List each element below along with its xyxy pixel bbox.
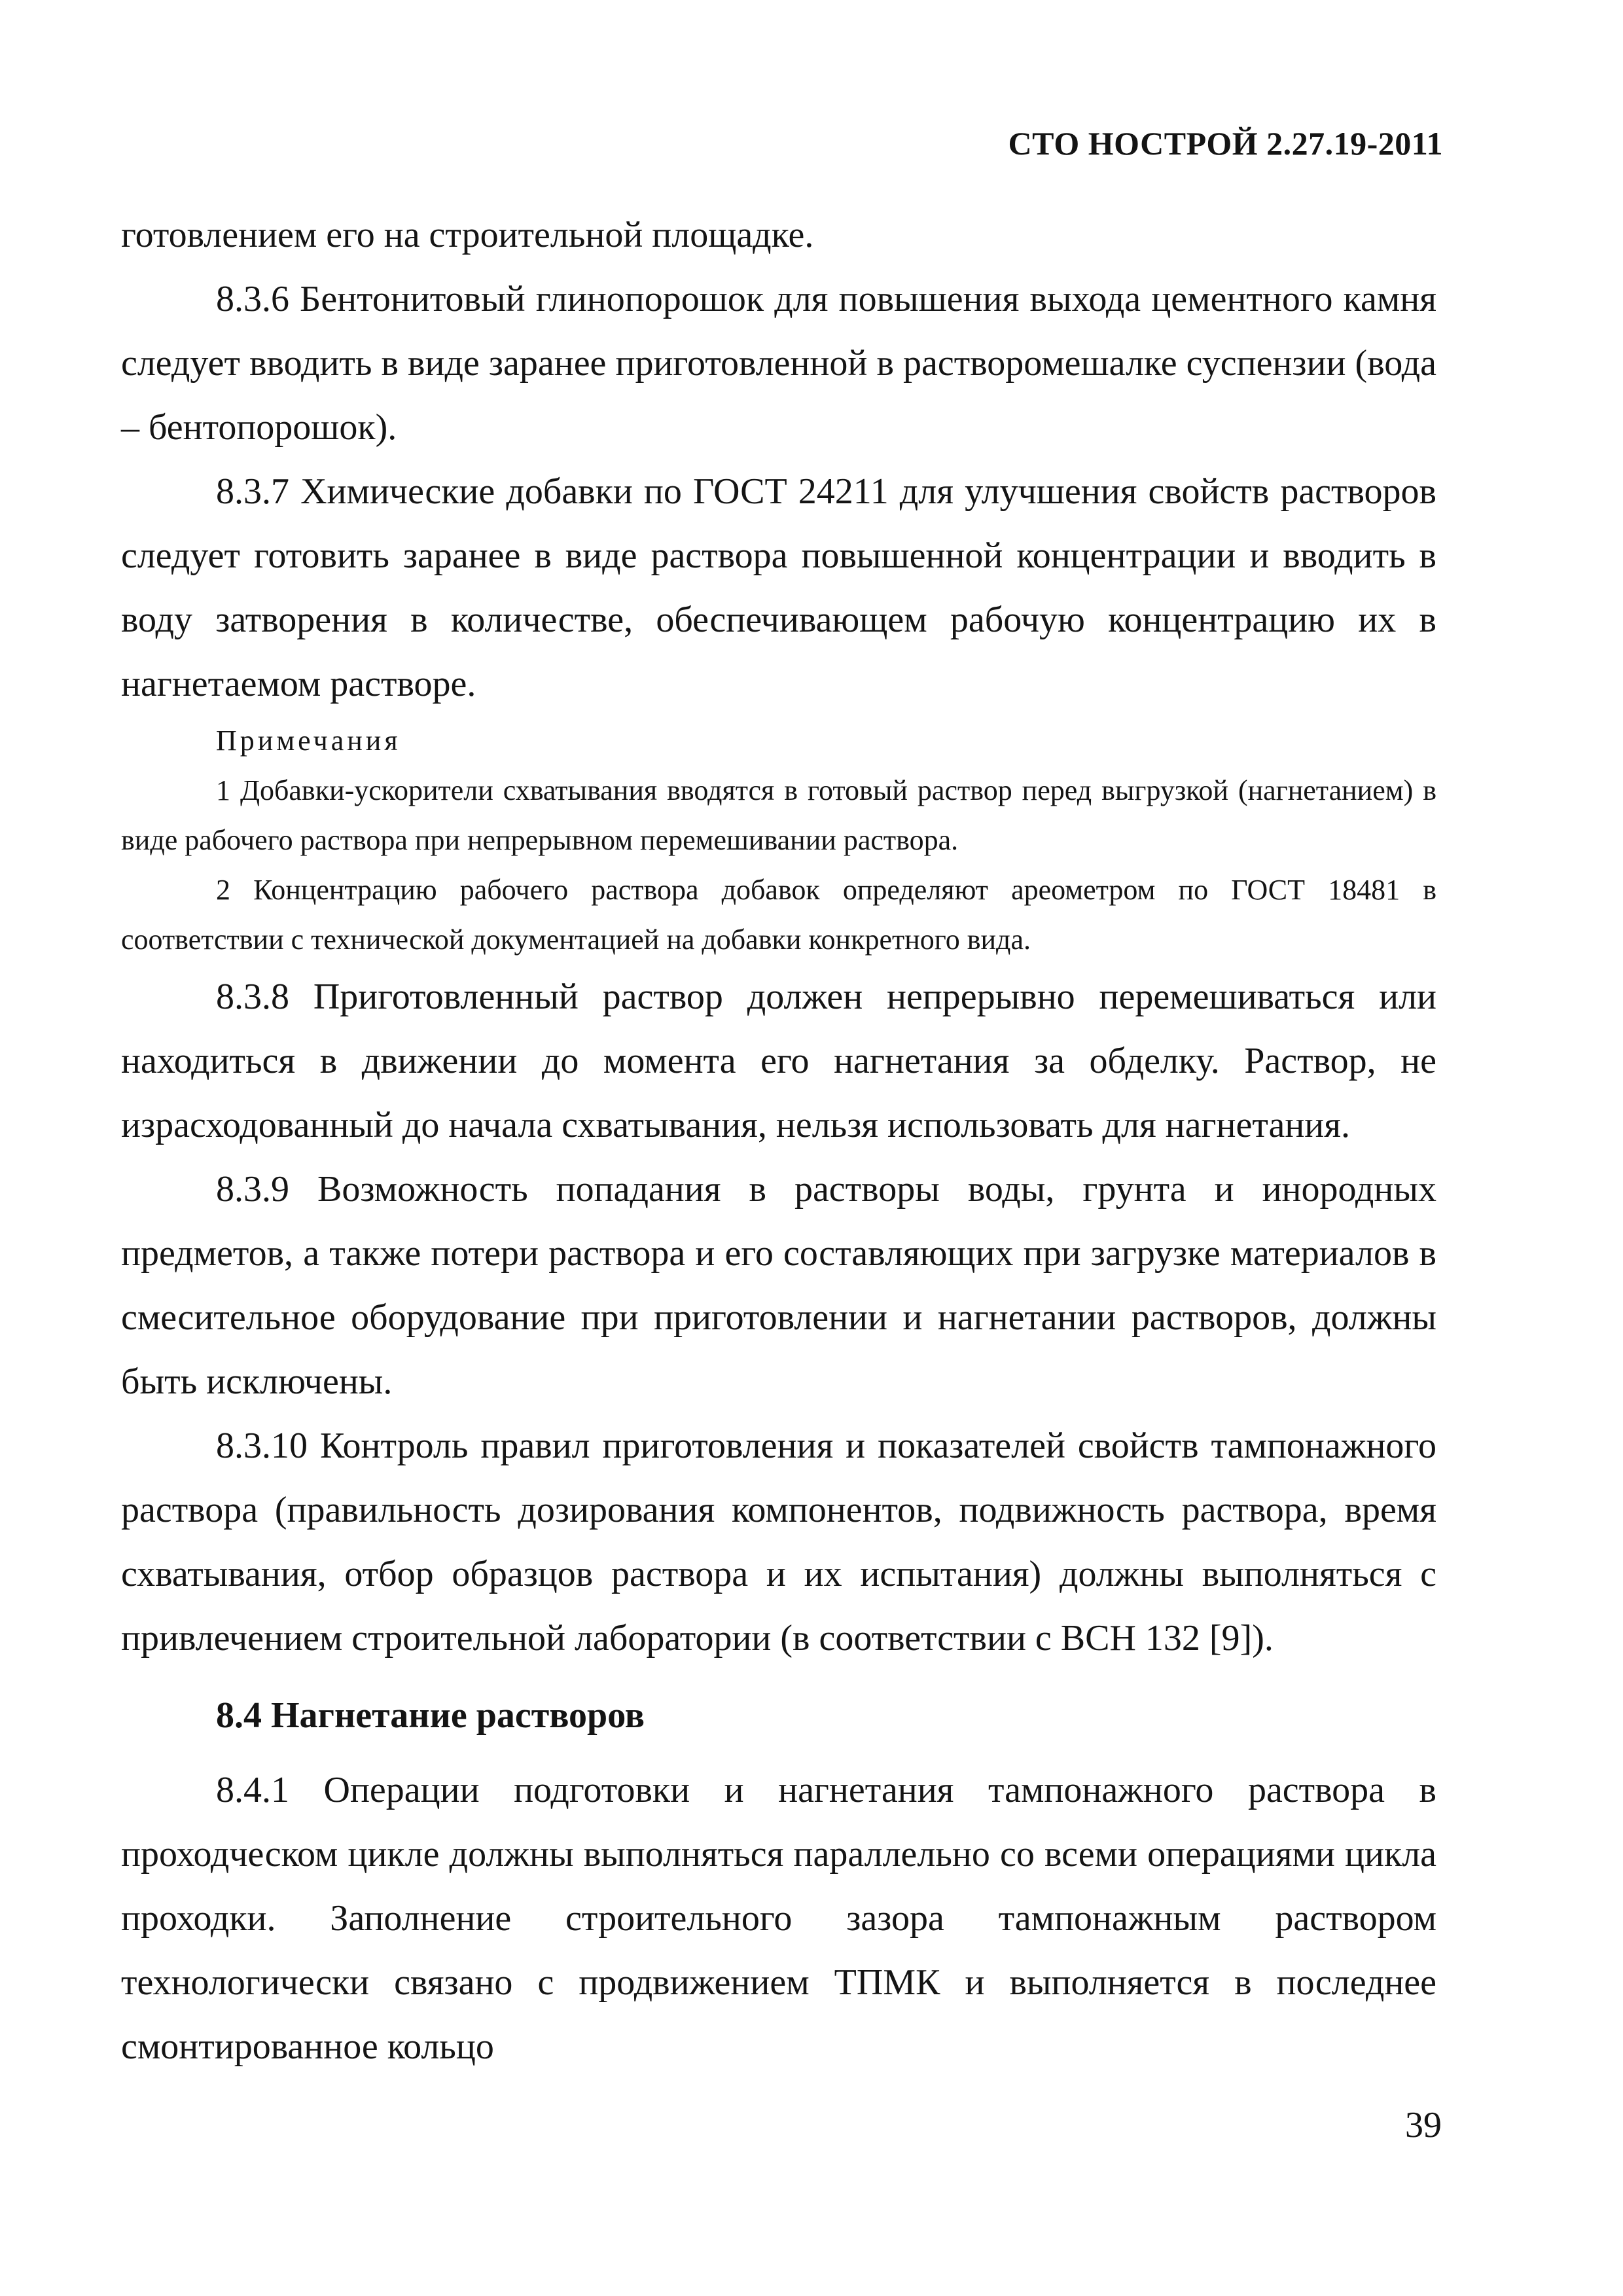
document-code-header: СТО НОСТРОЙ 2.27.19-2011 xyxy=(1008,125,1443,162)
paragraph-continuation: готовлением его на строительной площадке. xyxy=(121,215,814,255)
notes-title: Примечания xyxy=(216,725,401,757)
note-2: 2 Концентрацию рабочего раствора добавок определяют ареометром по ГОСТ 18481 в соответствии с технической документацией на добавки конкретного вида. xyxy=(121,874,1436,956)
note-1: 1 Добавки-ускорители схватывания вводятся в готовый раствор перед выгрузкой (нагнетанием) в виде рабочего раствора при непрерывном перемешивании раствора. xyxy=(121,774,1436,856)
paragraph-8-3-8: 8.3.8 Приготовленный раствор должен непрерывно перемешиваться или находиться в движении до момента его нагнетания за обделку. Раствор, не израсходованный до начала схватывания, нельзя использовать для нагнетания. xyxy=(121,977,1436,1145)
paragraph-8-3-7: 8.3.7 Химические добавки по ГОСТ 24211 для улучшения свойств растворов следует готовить заранее в виде раствора повышенной концентрации и вводить в воду затворения в количестве, обеспечивающем рабочую концентрацию их в нагнетаемом растворе. xyxy=(121,471,1436,704)
paragraph-8-3-6: 8.3.6 Бентонитовый глинопорошок для повышения выхода цементного камня следует вводить в виде заранее приготовленной в растворомешалке суспензии (вода – бентопорошок). xyxy=(121,279,1436,448)
paragraph-8-4-1: 8.4.1 Операции подготовки и нагнетания тампонажного раствора в проходческом цикле должны выполняться параллельно со всеми операциями цикла проходки. Заполнение строительного зазора тампонажным раствором технологически связано с продвижением ТПМК и выполняется в последнее смонтированное кольцо xyxy=(121,1770,1436,2067)
paragraph-8-3-10: 8.3.10 Контроль правил приготовления и показателей свойств тампонажного раствора (правильность дозирования компонентов, подвижность раствора, время схватывания, отбор образцов раствора и их испытания) должны выполняться с привлечением строительной лаборатории (в соответствии с ВСН 132 [9]). xyxy=(121,1426,1436,1659)
page-number: 39 xyxy=(1405,2105,1442,2145)
page-content xyxy=(121,203,1436,2079)
paragraph-8-3-9: 8.3.9 Возможность попадания в растворы воды, грунта и инородных предметов, а также потери раствора и его составляющих при загрузке материалов в смесительное оборудование при приготовлении и нагнетании растворов, должны быть исключены. xyxy=(121,1169,1436,1402)
section-heading-8-4: 8.4 Нагнетание растворов xyxy=(216,1695,645,1736)
